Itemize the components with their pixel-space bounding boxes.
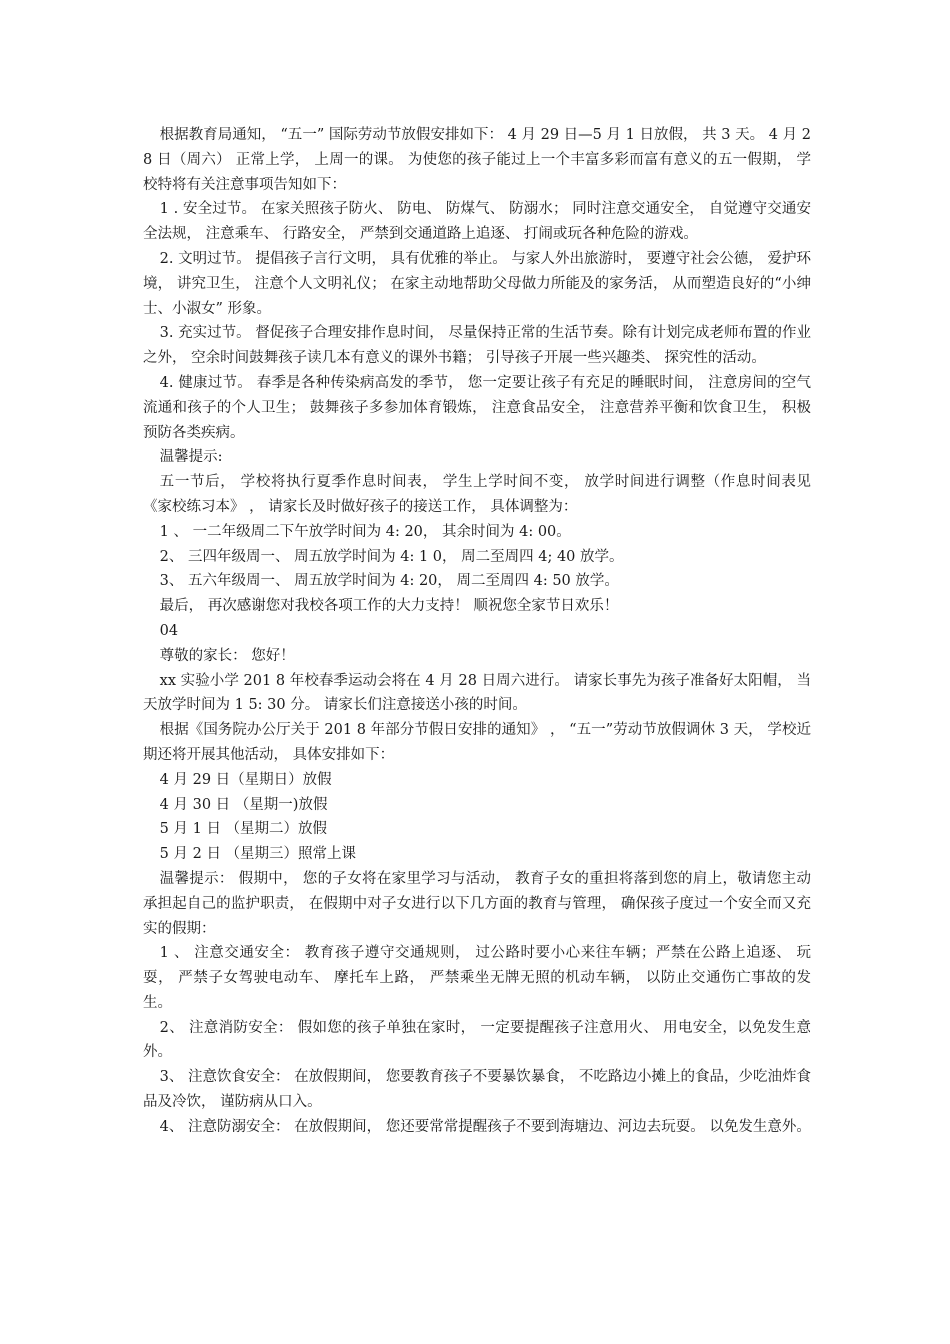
holiday-notice-paragraph: 根据《国务院办公厅关于 201 8 年部分节假日安排的通知》 ， “五一”劳动节放假调休 3 天， 学校近期还将开展其他活动， 具体安排如下： [143,722,811,763]
schedule-intro-paragraph: 五一节后， 学校将执行夏季作息时间表， 学生上学时间不变， 放学时间进行调整（作息时间表见《家校练习本》 ， 请家长及时做好孩子的接送工作， 具体调整为： [143,474,811,515]
sports-meet-paragraph: xx 实验小学 201 8 年校春季运动会将在 4 月 28 日周六进行。 请家长事先为孩子准备好太阳帽， 当天放学时间为 1 5: 30 分。 请家长们注意接送小孩的时间。 [143,672,811,714]
health-item-paragraph: 4. 健康过节。 春季是各种传染病高发的季节， 您一定要让孩子有充足的睡眠时间， 注意房间的空气流通和孩子的个人卫生； 鼓舞孩子多参加体育锻炼， 注意食品安全， 注意营养平衡和饮食卫生， 积极预防各类疾病。 [143,374,811,441]
schedule-line-2: 2、 三四年级周一、 周五放学时间为 4: 1 0， 周二至周四 4; 40 放学。 [159,548,624,565]
schedule-line-3: 3、 五六年级周一、 周五放学时间为 4: 20， 周二至周四 4: 50 放学。 [159,573,619,590]
section-number: 04 [159,622,179,639]
greeting-line: 尊敬的家长： 您好！ [159,647,295,664]
holiday-date-line: 5 月 1 日 （星期二）放假 [159,821,328,838]
fire-safety-paragraph: 2、 注意消防安全： 假如您的孩子单独在家时， 一定要提醒孩子注意用火、 用电安全，以免发生意外。 [143,1019,811,1061]
holiday-date-line: 5 月 2 日 （星期三）照常上课 [159,846,357,863]
holiday-date-line: 4 月 29 日（星期日）放假 [159,771,332,788]
food-safety-paragraph: 3、 注意饮食安全： 在放假期间， 您要教育孩子不要暴饮暴食， 不吃路边小摊上的食品，少吃油炸食品及冷饮， 谨防病从口入。 [143,1069,811,1111]
drowning-safety-paragraph: 4、 注意防溺安全： 在放假期间， 您还要常常提醒孩子不要到海塘边、河边去玩耍。 以免发生意外。 [159,1118,811,1135]
schedule-line-1: 1 、 一二年级周二下午放学时间为 4: 20， 其余时间为 4: 00。 [159,523,571,540]
civility-item-paragraph: 2. 文明过节。 提倡孩子言行文明， 具有优雅的举止。 与家人外出旅游时， 要遵守社会公德， 爱护环境， 讲究卫生， 注意个人文明礼仪； 在家主动地帮助父母做力所能及的家务活， 从而塑造良好的“小绅士、小淑女” 形象。 [143,250,811,317]
reminder-heading: 温馨提示: [159,449,223,466]
intro-paragraph: 根据教育局通知， “五一” 国际劳动节放假安排如下： 4 月 29 日—5 月 1 日放假， 共 3 天。 4 月 28 日（周六） 正常上学， 上周一的课。 为使您的孩子能过上一个丰富多彩而富有意义的五一假期， 学校特将有关注意事项告知如下： [143,127,811,193]
safety-item-paragraph: 1 . 安全过节。 在家关照孩子防火、 防电、 防煤气、 防溺水； 同时注意交通安全， 自觉遵守交通安全法规， 注意乘车、 行路安全， 严禁到交通道路上追逐、 打闹或玩各种危险的游戏。 [143,201,811,243]
traffic-safety-paragraph: 1 、 注意交通安全： 教育孩子遵守交通规则， 过公路时要小心来往车辆；严禁在公路上追逐、 玩耍， 严禁子女驾驶电动车、 摩托车上路， 严禁乘坐无牌无照的机动车辆， 以防止交通伤亡事故的发生。 [143,945,811,1011]
holiday-date-line: 4 月 30 日 （星期一)放假 [159,796,328,813]
enrichment-item-paragraph: 3. 充实过节。 督促孩子合理安排作息时间， 尽量保持正常的生活节奏。除有计划完成老师布置的作业之外， 空余时间鼓舞孩子读几本有意义的课外书籍； 引导孩子开展一些兴趣类、 探究性的活动。 [143,325,811,367]
closing-paragraph: 最后， 再次感谢您对我校各项工作的大力支持！ 顺祝您全家节日欢乐！ [159,598,619,615]
document-body [143,123,811,1140]
reminder-paragraph: 温馨提示： 假期中， 您的子女将在家里学习与活动， 教育子女的重担将落到您的肩上，敬请您主动承担起自己的监护职责， 在假期中对子女进行以下几方面的教育与管理， 确保孩子度过一个安全而又充实的假期： [143,870,811,937]
